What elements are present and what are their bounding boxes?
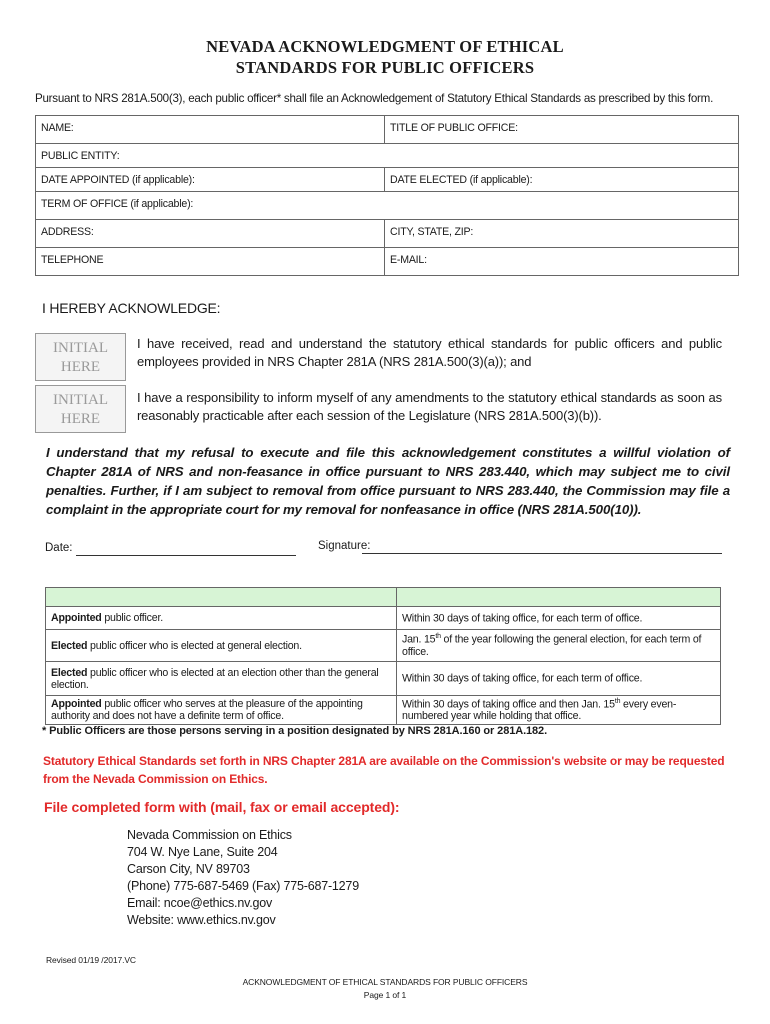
name-field[interactable]: NAME: bbox=[36, 116, 385, 143]
initial-placeholder: INITIAL bbox=[53, 340, 108, 356]
date-label: Date: bbox=[45, 542, 73, 554]
officer-type-text: public officer. bbox=[101, 612, 163, 624]
deadline-cell bbox=[397, 630, 720, 661]
title-of-office-field[interactable]: TITLE OF PUBLIC OFFICE: bbox=[390, 122, 518, 134]
email-line[interactable]: Email: ncoe@ethics.nv.gov bbox=[127, 896, 273, 910]
address-line: Nevada Commission on Ethics bbox=[127, 828, 292, 842]
deadline-cell bbox=[397, 662, 720, 695]
address-line: 704 W. Nye Lane, Suite 204 bbox=[127, 845, 278, 859]
schedule-header-row bbox=[46, 588, 720, 607]
date-elected-field[interactable]: DATE ELECTED (if applicable): bbox=[390, 174, 533, 186]
officer-type-cell bbox=[46, 630, 397, 661]
refusal-warning: I understand that my refusal to execute and file this acknowledgement constitutes a willful violation of Chapter 281A of NRS and non-feasance in office pursuant to NRS 283.440, which may subject me to civil penalties. Further, if I am subject to removal from office pursuant to NRS 283.440, the Commission may file a complaint in the appropriate court for my removal for nonfeasance in office (NRS 281A.500(10)). bbox=[46, 445, 730, 517]
deadline-text: of the year following the general election, for each term of office. bbox=[402, 633, 702, 658]
public-officer-footnote: * Public Officers are those persons serving in a position designated by NRS 281A.160 or 281A.182. bbox=[42, 725, 548, 737]
acknowledge-heading: I HEREBY ACKNOWLEDGE: bbox=[42, 300, 221, 316]
acknowledgement-item-1: I have received, read and understand the statutory ethical standards for public officers and public employees provided in NRS Chapter 281A (NRS 281A.500(3)(a)); and bbox=[137, 336, 722, 369]
table-row bbox=[46, 630, 720, 662]
intro-text: Pursuant to NRS 281A.500(3), each public officer* shall file an Acknowledgement of Statutory Ethical Standards as prescribed by this form. bbox=[35, 92, 714, 105]
initial-box-2[interactable] bbox=[35, 385, 126, 433]
officer-type-bold: Elected bbox=[51, 639, 88, 652]
deadline-text: Within 30 days of taking office and then Jan. 15 bbox=[402, 698, 615, 711]
deadline-text: Within 30 days of taking office, for each term of office. bbox=[402, 672, 643, 685]
address-line: Carson City, NV 89703 bbox=[127, 862, 250, 876]
officer-type-cell bbox=[46, 607, 397, 629]
signature-label: Signature: bbox=[318, 540, 371, 552]
phone-fax-line: (Phone) 775-687-5469 (Fax) 775-687-1279 bbox=[127, 879, 359, 893]
initial-placeholder: HERE bbox=[60, 411, 101, 427]
commission-address-block bbox=[127, 827, 359, 929]
officer-type-cell bbox=[46, 662, 397, 695]
initial-placeholder: INITIAL bbox=[53, 392, 108, 408]
deadline-text: Within 30 days of taking office, for each term of office. bbox=[402, 612, 643, 625]
form-title-line-1: NEVADA ACKNOWLEDGMENT OF ETHICAL bbox=[206, 37, 564, 56]
schedule-header-cell bbox=[397, 588, 720, 606]
filing-schedule-table bbox=[45, 587, 721, 725]
address-field[interactable]: ADDRESS: bbox=[36, 220, 385, 247]
term-of-office-field[interactable]: TERM OF OFFICE (if applicable): bbox=[41, 198, 194, 210]
officer-type-cell bbox=[46, 696, 397, 724]
initial-box-1[interactable] bbox=[35, 333, 126, 381]
officer-type-bold: Appointed bbox=[51, 698, 102, 710]
officer-type-bold: Appointed bbox=[51, 612, 102, 624]
table-row bbox=[46, 607, 720, 630]
deadline-sup: th bbox=[614, 697, 621, 705]
signature-input-line[interactable] bbox=[362, 553, 722, 554]
officer-type-text: public officer who serves at the pleasure of the appointing authority and does not have a definite term of office. bbox=[51, 698, 363, 722]
date-appointed-field[interactable]: DATE APPOINTED (if applicable): bbox=[36, 168, 385, 191]
initial-placeholder: HERE bbox=[60, 359, 101, 375]
officer-info-table bbox=[35, 115, 739, 276]
deadline-cell bbox=[397, 696, 720, 724]
form-title bbox=[0, 36, 770, 78]
deadline-cell bbox=[397, 607, 720, 629]
table-row bbox=[46, 696, 720, 725]
date-input-line[interactable] bbox=[76, 555, 296, 556]
statutory-standards-note: Statutory Ethical Standards set forth in NRS Chapter 281A are available on the Commission's website or may be requested from the Nevada Commission on Ethics. bbox=[43, 754, 725, 786]
officer-type-text: public officer who is elected at an election other than the general election. bbox=[51, 666, 379, 691]
officer-type-bold: Elected bbox=[51, 666, 88, 679]
deadline-sup: th bbox=[435, 633, 441, 641]
table-row bbox=[46, 662, 720, 696]
email-field[interactable]: E-MAIL: bbox=[390, 254, 427, 266]
deadline-text: Jan. 15 bbox=[402, 633, 436, 646]
page-number: Page 1 of 1 bbox=[363, 990, 407, 1000]
acknowledgement-item-2: I have a responsibility to inform myself of any amendments to the statutory ethical standards as soon as reasonably practicable after each session of the Legislature (NRS 281A.500(3)(b)). bbox=[137, 390, 722, 423]
public-entity-field[interactable]: PUBLIC ENTITY: bbox=[41, 150, 120, 162]
revision-note: Revised 01/19 /2017.VC bbox=[46, 955, 136, 965]
website-line[interactable]: Website: www.ethics.nv.gov bbox=[127, 913, 276, 927]
city-state-zip-field[interactable]: CITY, STATE, ZIP: bbox=[390, 226, 474, 238]
schedule-header-cell bbox=[46, 588, 397, 606]
deadline-text: every even-numbered year while holding that office. bbox=[402, 698, 677, 723]
file-instructions-heading: File completed form with (mail, fax or email accepted): bbox=[44, 799, 400, 815]
form-title-line-2: STANDARDS FOR PUBLIC OFFICERS bbox=[235, 58, 535, 77]
telephone-field[interactable]: TELEPHONE bbox=[36, 248, 385, 275]
footer-title: ACKNOWLEDGMENT OF ETHICAL STANDARDS FOR PUBLIC OFFICERS bbox=[242, 977, 528, 987]
officer-type-text: public officer who is elected at general election. bbox=[87, 639, 302, 652]
